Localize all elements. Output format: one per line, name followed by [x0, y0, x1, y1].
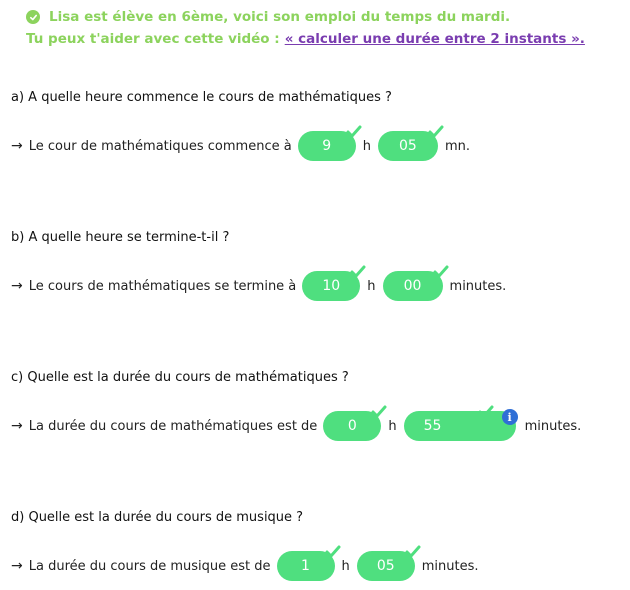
check-icon: [433, 265, 449, 278]
intro: [26, 6, 585, 50]
answer-prefix: Le cours de mathématiques se termine à: [28, 278, 297, 294]
answer-input-hours[interactable]: 10: [302, 271, 360, 301]
unit-minutes: minutes.: [524, 418, 582, 434]
arrow-right-icon: →: [11, 418, 23, 434]
check-icon: [428, 125, 444, 138]
check-icon: [478, 405, 494, 418]
intro-line-1: [26, 6, 585, 28]
question-a: a) A quelle heure commence le cours de mathématiques ?: [11, 90, 392, 105]
unit-h: h: [388, 418, 397, 434]
check-circle-icon: [26, 10, 40, 24]
intro-text: Lisa est élève en 6ème, voici son emploi du temps du mardi.: [49, 9, 511, 25]
answer-input-minutes[interactable]: 05: [357, 551, 415, 581]
info-icon[interactable]: i: [502, 409, 518, 425]
answer-input-minutes[interactable]: 00: [383, 271, 443, 301]
answer-row-c: [11, 411, 584, 441]
answer-prefix: La durée du cours de musique est de: [28, 558, 271, 574]
unit-minutes: minutes.: [449, 278, 507, 294]
answer-input-minutes[interactable]: 55 i: [404, 411, 516, 441]
answer-input-hours[interactable]: 9: [298, 131, 356, 161]
check-icon: [325, 545, 341, 558]
unit-minutes: mn.: [444, 138, 470, 154]
unit-h: h: [367, 278, 376, 294]
answer-row-d: [11, 551, 482, 581]
answer-row-a: [11, 131, 473, 161]
answer-prefix: La durée du cours de mathématiques est de: [28, 418, 318, 434]
check-icon: [350, 265, 366, 278]
answer-input-hours[interactable]: 0: [323, 411, 381, 441]
question-c: c) Quelle est la durée du cours de mathématiques ?: [11, 370, 349, 385]
unit-minutes: minutes.: [421, 558, 479, 574]
unit-h: h: [341, 558, 350, 574]
arrow-right-icon: →: [11, 138, 23, 154]
check-icon: [346, 125, 362, 138]
check-icon: [371, 405, 387, 418]
video-link[interactable]: « calculer une durée entre 2 instants ».: [284, 31, 585, 47]
intro-line-2: [26, 28, 585, 50]
answer-row-b: [11, 271, 509, 301]
question-d: d) Quelle est la durée du cours de musique ?: [11, 510, 304, 525]
arrow-right-icon: →: [11, 558, 23, 574]
arrow-right-icon: →: [11, 278, 23, 294]
answer-input-minutes[interactable]: 05: [378, 131, 438, 161]
question-b: b) A quelle heure se termine-t-il ?: [11, 230, 230, 245]
unit-h: h: [362, 138, 371, 154]
check-icon: [405, 545, 421, 558]
answer-input-hours[interactable]: 1: [277, 551, 335, 581]
answer-prefix: Le cour de mathématiques commence à: [28, 138, 292, 154]
video-hint-text: Tu peux t'aider avec cette vidéo :: [26, 31, 280, 47]
